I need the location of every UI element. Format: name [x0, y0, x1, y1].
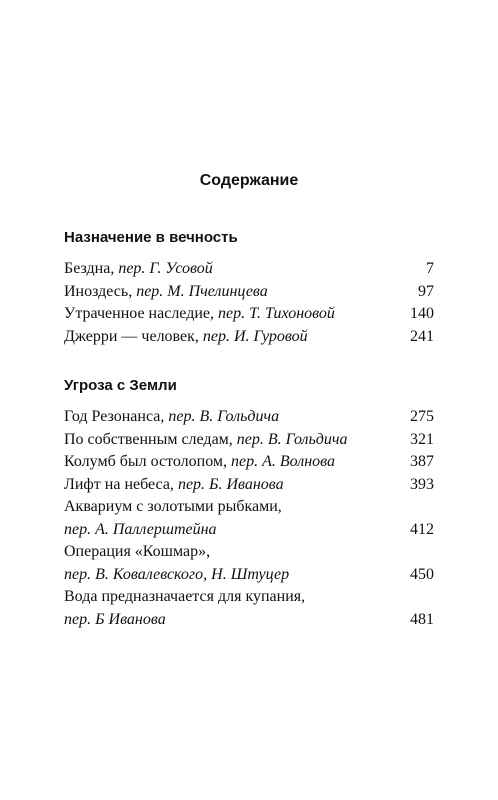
toc-entry [64, 429, 434, 452]
page-number: 97 [418, 282, 434, 300]
section-2 [64, 374, 434, 631]
page-number: 393 [410, 475, 434, 493]
page-number: 481 [410, 610, 434, 628]
entry-title: Лифт на небеса, [64, 475, 174, 493]
entry-text [64, 451, 335, 474]
section-1 [64, 226, 434, 348]
toc-entry [64, 281, 434, 304]
entry-title: Утраченное наследие, [64, 305, 214, 322]
entry-title: Джерри — человек, [64, 327, 199, 345]
toc-entry [64, 258, 434, 281]
entry-translator: пер. В. Гольдича [168, 408, 280, 425]
entry-translator: пер. А. Волнова [231, 453, 336, 470]
page-number: 387 [410, 453, 434, 470]
toc-entry [64, 326, 434, 349]
page-title: Содержание [199, 172, 299, 189]
toc-entry-title-line [64, 496, 434, 519]
entry-text [64, 258, 213, 281]
page-number: 321 [410, 430, 434, 448]
entry-translator: пер. Т. Тихоновой [218, 305, 335, 322]
toc-entry [64, 303, 434, 326]
entry-title: Бездна, [64, 260, 115, 277]
page-number: 140 [410, 305, 434, 322]
toc-entry-translator-line [64, 519, 434, 542]
entry-translator: пер. В. Ковалевского, Н. Штуцер [64, 565, 290, 583]
entry-title: Колумб был остолопом, [64, 453, 228, 470]
toc-entry [64, 406, 434, 429]
entry-text [64, 326, 308, 349]
page-number: 412 [410, 520, 434, 538]
entry-title: По собственным следам, [64, 430, 233, 448]
page-number: 7 [426, 260, 434, 277]
page-number: 241 [410, 327, 434, 345]
section-heading: Угроза с Земли [64, 377, 177, 394]
entry-text [64, 406, 279, 429]
entry-title: Иноздесь, [64, 282, 133, 300]
toc-entry-title-line [64, 541, 434, 564]
page-number: 450 [410, 565, 434, 583]
entry-translator: пер. Б. Иванова [177, 475, 284, 493]
entry-text [64, 429, 348, 452]
entry-title: Вода предназначается для купания, [64, 588, 306, 605]
entry-translator: пер. Г. Усовой [118, 260, 213, 277]
entry-title: Операция «Кошмар», [64, 543, 211, 560]
entry-text [64, 281, 268, 304]
toc-entry [64, 451, 434, 474]
toc-entry [64, 474, 434, 497]
entry-title: Аквариум с золотыми рыбками, [64, 498, 282, 515]
entry-translator: пер. Б Иванова [64, 610, 166, 628]
entry-text [64, 303, 335, 326]
entry-translator: пер. И. Гуровой [202, 327, 308, 345]
entry-translator: пер. В. Гольдича [236, 430, 348, 448]
section-heading: Назначение в вечность [64, 229, 238, 246]
page-number: 275 [410, 408, 434, 425]
entry-title: Год Резонанса, [64, 408, 165, 425]
entry-text [64, 474, 284, 497]
entry-translator: пер. М. Пчелинцева [136, 282, 268, 300]
entry-translator: пер. А. Паллерштейна [64, 520, 217, 538]
toc-entry-translator-line [64, 564, 434, 587]
toc-entry-translator-line [64, 609, 434, 632]
toc-entry-title-line [64, 586, 434, 609]
